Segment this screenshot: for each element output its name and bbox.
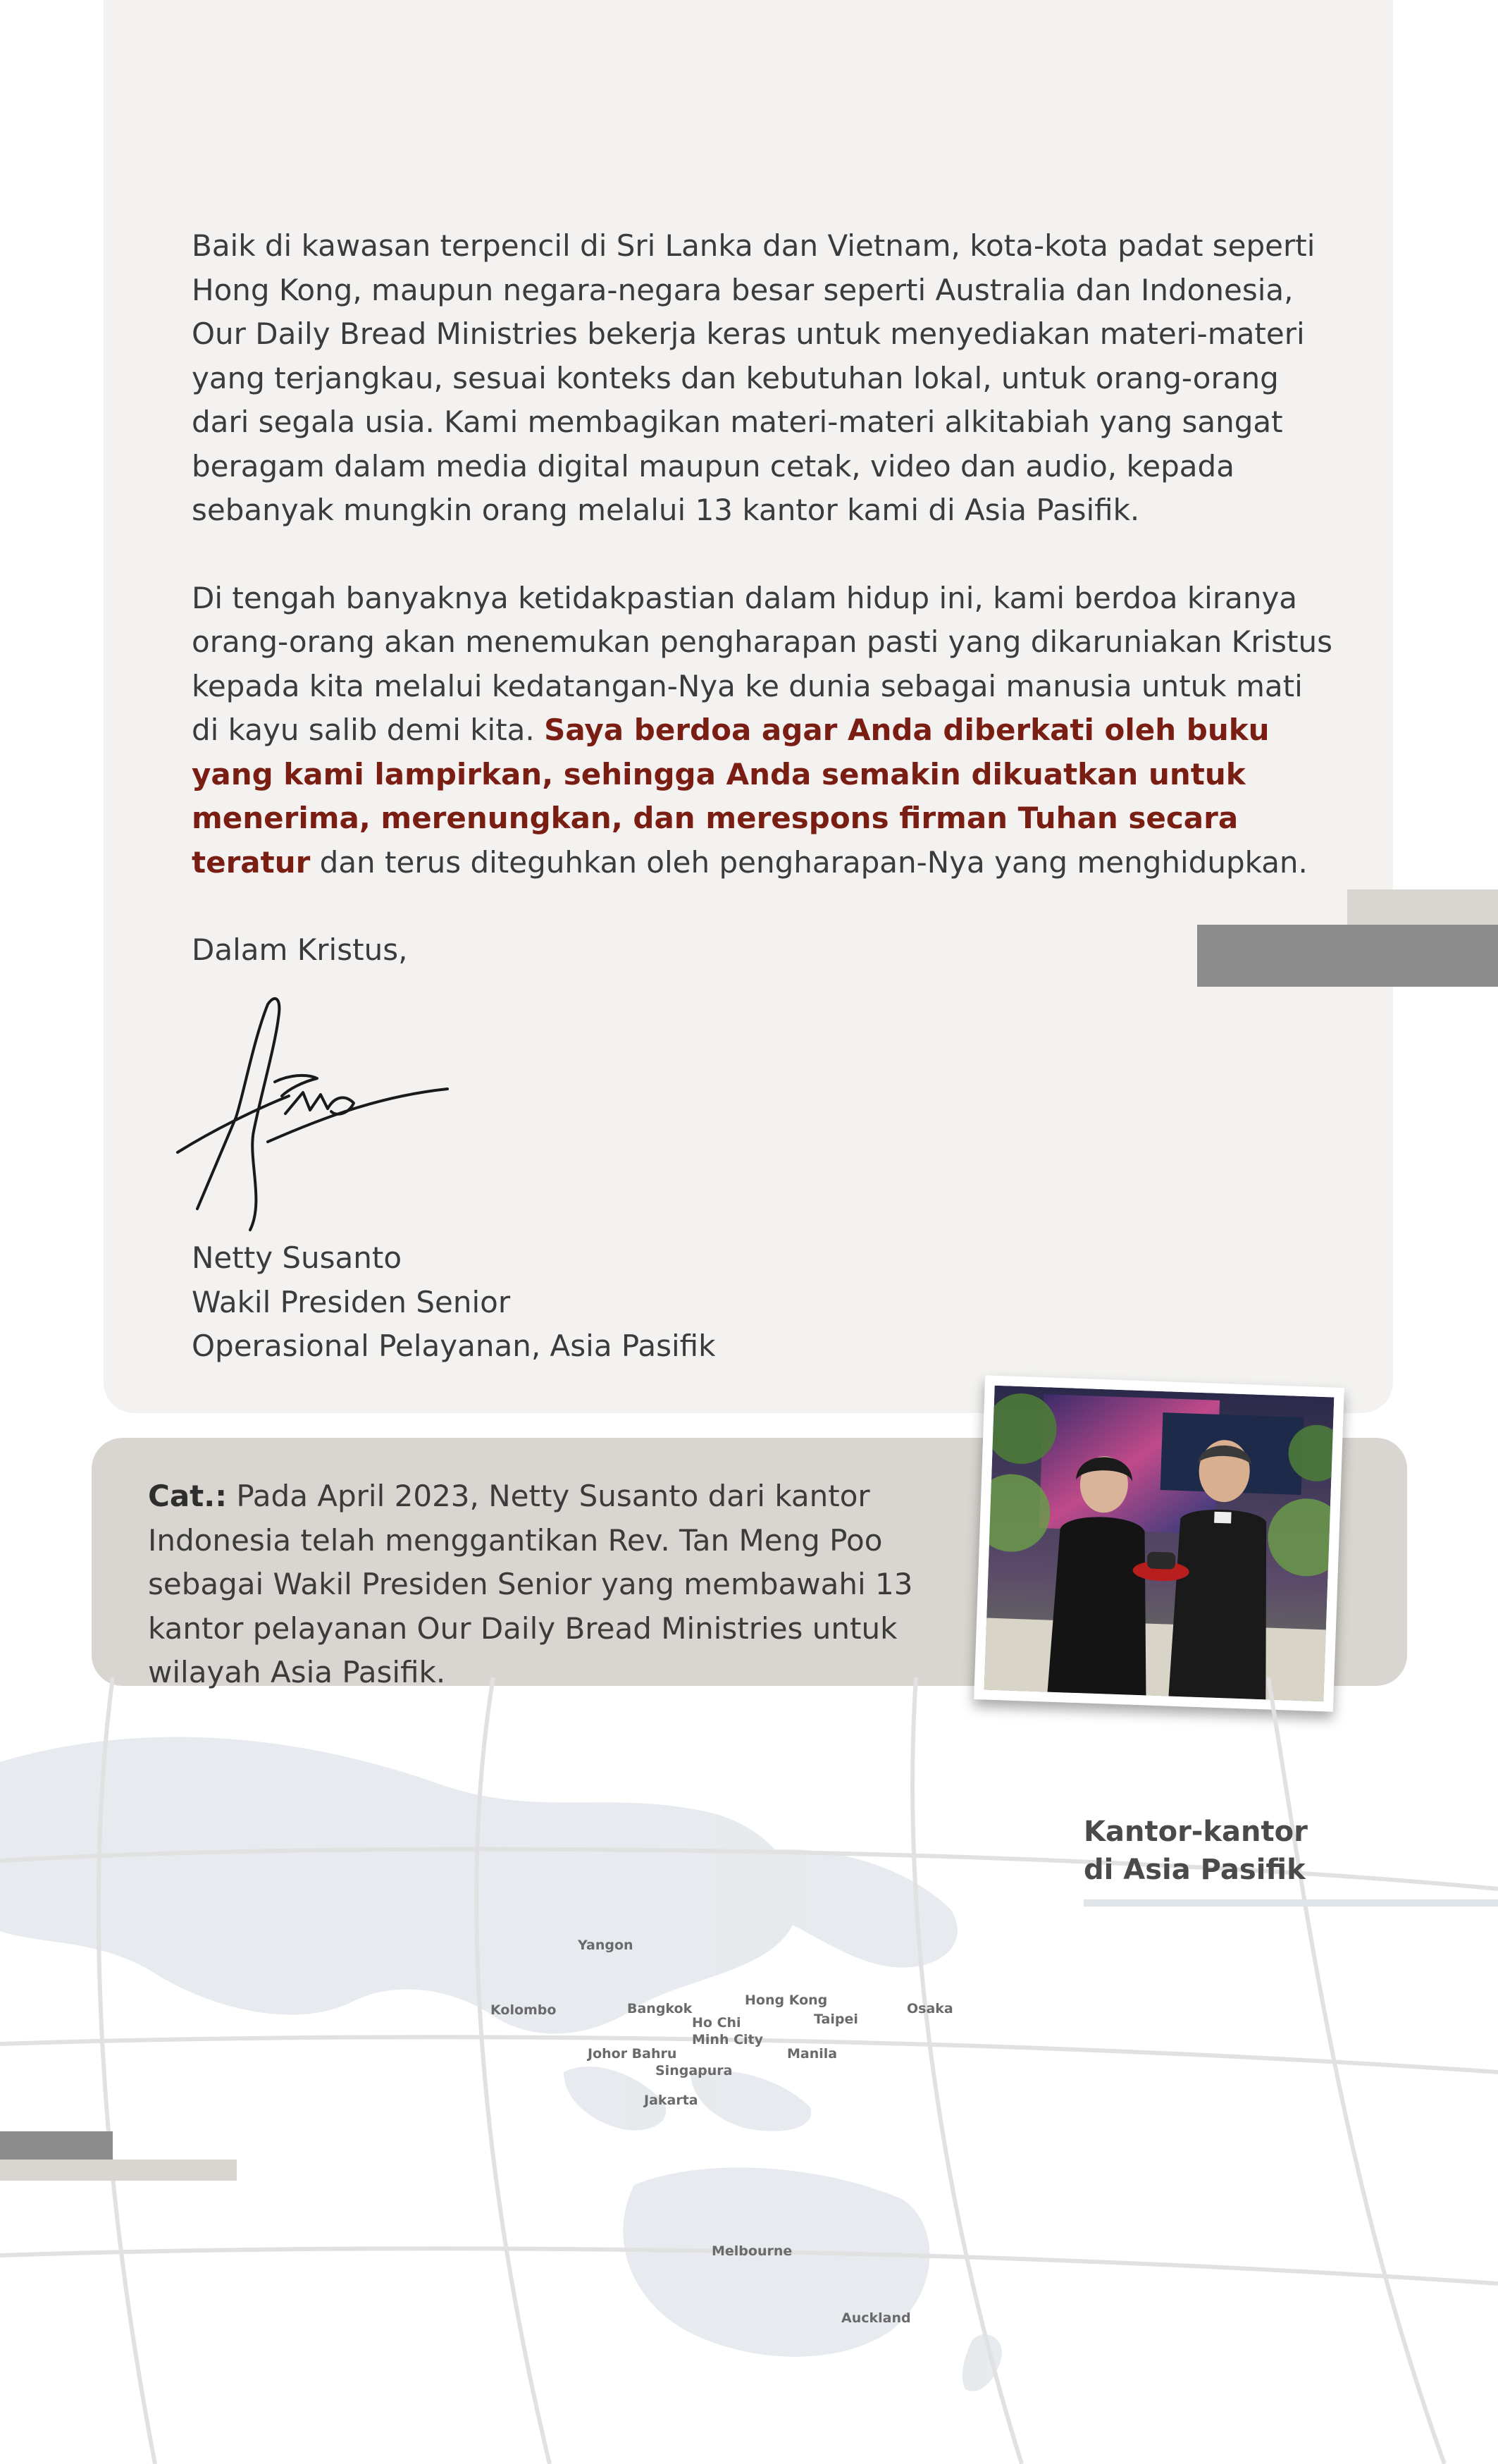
city-label-auckland: Auckland xyxy=(841,2310,911,2326)
note-text xyxy=(148,1474,979,1695)
closing: Dalam Kristus, xyxy=(192,932,408,967)
city-label-hochiminh-2: Minh City xyxy=(692,2032,764,2047)
signature-image xyxy=(169,990,465,1237)
signer-title-1: Wakil Presiden Senior xyxy=(192,1284,511,1319)
city-label-johor: Johor Bahru xyxy=(588,2046,677,2062)
letter-body xyxy=(192,224,1333,973)
city-label-manila: Manila xyxy=(787,2046,838,2062)
paragraph-2-highlight: Saya berdoa agar Anda diberkati oleh buku yang kami lampirkan, sehingga Anda semakin dikuatkan untuk menerima, merenungkan, dan merespons firman Tuhan secara teratur xyxy=(192,713,1270,880)
map-title-line-1: Kantor-kantor xyxy=(1084,1816,1308,1848)
city-label-bangkok: Bangkok xyxy=(627,2001,693,2016)
city-label-yangon: Yangon xyxy=(578,1938,633,1953)
decorative-bar-dark-left xyxy=(0,2131,113,2160)
signer-name: Netty Susanto xyxy=(192,1240,402,1275)
note-body: Pada April 2023, Netty Susanto dari kantor Indonesia telah menggantikan Rev. Tan Meng Poo sebagai Wakil Presiden Senior yang membawahi 13 kantor pelayanan Our Daily Bread Ministries untuk wilayah Asia Pasifik. xyxy=(148,1479,913,1689)
photo-image xyxy=(984,1386,1335,1702)
city-label-taipei: Taipei xyxy=(814,2012,858,2027)
paragraph-2 xyxy=(192,577,1333,885)
signer-block xyxy=(192,1236,715,1369)
city-label-kolombo: Kolombo xyxy=(490,2002,557,2018)
photo-frame xyxy=(974,1375,1344,1712)
map-title xyxy=(1084,1813,1308,1889)
map-background xyxy=(0,1677,1498,2464)
city-label-hongkong: Hong Kong xyxy=(745,1992,828,2008)
city-label-singapura: Singapura xyxy=(655,2063,733,2078)
note-label: Cat.: xyxy=(148,1479,227,1513)
decorative-bar-light-left xyxy=(0,2160,237,2181)
paragraph-1: Baik di kawasan terpencil di Sri Lanka dan Vietnam, kota-kota padat seperti Hong Kong, maupun negara-negara besar seperti Australia dan Indonesia, Our Daily Bread Ministries bekerja keras untuk menyediakan materi-materi yang terjangkau, sesuai konteks dan kebutuhan lokal, untuk orang-orang dari segala usia. Kami membagikan materi-materi alkitabiah yang sangat beragam dalam media digital maupun cetak, video dan audio, kepada sebanyak mungkin orang melalui 13 kantor kami di Asia Pasifik. xyxy=(192,228,1316,527)
signer-title-2: Operasional Pelayanan, Asia Pasifik xyxy=(192,1329,716,1363)
paragraph-2-start: Di tengah banyaknya ketidakpastian dalam hidup ini, kami berdoa kiranya orang-orang akan menemukan pengharapan pasti yang dikaruniakan Kristus kepada kita melalui kedatangan-Nya ke dunia sebagai manusia untuk mati di kayu salib demi kita. xyxy=(192,580,1332,747)
city-label-osaka: Osaka xyxy=(907,2001,953,2016)
city-label-hochiminh-1: Ho Chi xyxy=(692,2015,741,2031)
city-label-melbourne: Melbourne xyxy=(712,2243,793,2259)
map-title-underline xyxy=(1084,1899,1498,1906)
paragraph-2-end: dan terus diteguhkan oleh pengharapan-Nya yang menghidupkan. xyxy=(310,844,1308,880)
map-title-line-2: di Asia Pasifik xyxy=(1084,1854,1306,1886)
city-label-jakarta: Jakarta xyxy=(644,2093,698,2108)
